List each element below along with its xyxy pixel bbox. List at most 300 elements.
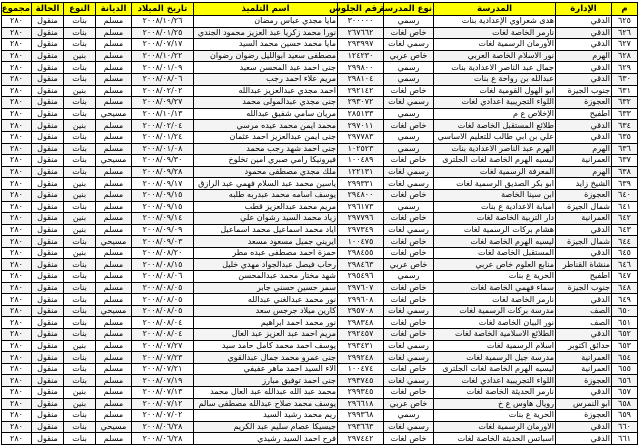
- cell-school: الأورمان الرسمية لغات: [434, 39, 556, 51]
- cell-administration: العجوزة: [556, 97, 612, 109]
- cell-school-type: رسمي: [384, 131, 434, 143]
- cell-school: اسلام الرسمية لغات: [434, 340, 556, 352]
- table-row: [2, 387, 638, 399]
- cell-student-name: مايا محمد حسين محمد السيد: [194, 39, 338, 51]
- cell-status: منقول: [32, 178, 64, 190]
- cell-student-name: فرح احمد السيد رشيدي: [194, 433, 338, 445]
- cell-birth-date: ٢٠٠٨/٠٧/٢١: [132, 363, 194, 375]
- cell-gender: بنات: [64, 73, 96, 85]
- cell-status: منقول: [32, 282, 64, 294]
- cell-administration: الهرم: [556, 166, 612, 178]
- table-row: [2, 73, 638, 85]
- cell-school: منابع العلوم خاص عربي: [434, 259, 556, 271]
- cell-gender: بنين: [64, 120, 96, 132]
- cell-gender: بنين: [64, 247, 96, 259]
- table-row: [2, 363, 638, 375]
- cell-total: ٢٨٠: [2, 97, 32, 109]
- cell-administration: الدقي: [556, 329, 612, 341]
- table-row: [2, 189, 638, 201]
- cell-birth-date: ٢٠٠٨/٠٩/٣٠: [132, 155, 194, 167]
- cell-number: ٦٥٨: [612, 398, 638, 410]
- cell-gender: بنات: [64, 317, 96, 329]
- cell-gender: بنين: [64, 189, 96, 201]
- cell-religion: مسيحي: [96, 108, 132, 120]
- cell-total: ٢٨٠: [2, 27, 32, 39]
- col-header-birth-date: تاريخ الميلاد: [132, 3, 194, 16]
- cell-religion: مسيحي: [96, 421, 132, 433]
- cell-birth-date: ٢٠٠٨/٠٩/٢٨: [132, 166, 194, 178]
- cell-number: ٦٣٥: [612, 131, 638, 143]
- cell-school: نارمر الخاصة لغات: [434, 294, 556, 306]
- cell-seat-number: ٢٩٢١٤٢: [338, 85, 384, 97]
- cell-administration: العمرانية: [556, 363, 612, 375]
- cell-school: مدرسة جيل الرسمية لغات: [434, 352, 556, 364]
- cell-student-name: زياد محمد السيد رشوان علي: [194, 213, 338, 225]
- cell-total: ٢٨٠: [2, 16, 32, 28]
- cell-school-type: خاص عربي: [384, 50, 434, 62]
- table-row: [2, 97, 638, 109]
- cell-number: ٦٥٧: [612, 387, 638, 399]
- cell-school: اسباتس الحديثة الخاصة لغات: [434, 433, 556, 445]
- cell-seat-number: ٢٩٧٤٤٢: [338, 433, 384, 445]
- cell-status: منقول: [32, 305, 64, 317]
- cell-number: ٦٤٣: [612, 224, 638, 236]
- cell-gender: بنات: [64, 363, 96, 375]
- cell-birth-date: ٢٠٠٨/٠١/٠٩: [132, 62, 194, 74]
- cell-school-type: رسمي: [384, 143, 434, 155]
- cell-school-type: رسمي لغات: [384, 224, 434, 236]
- cell-student-name: جنى ايمن عبدالعزيز احمد عثمان: [194, 131, 338, 143]
- cell-school: امبابة الاعدادية ع بنات: [434, 201, 556, 213]
- cell-number: ٦٣٤: [612, 120, 638, 132]
- cell-number: ٦٤٠: [612, 189, 638, 201]
- cell-religion: مسلم: [96, 271, 132, 283]
- cell-school-type: رسمي لغات: [384, 97, 434, 109]
- table-row: [2, 271, 638, 283]
- cell-status: منقول: [32, 27, 64, 39]
- cell-student-name: مريم احمد عبد العزيز عبد العال: [194, 329, 338, 341]
- cell-administration: الدقي: [556, 39, 612, 51]
- cell-administration: الدقي: [556, 131, 612, 143]
- col-header-student-name: اسم التلميذ: [194, 3, 338, 16]
- cell-school: ابن سينا الخاصة: [434, 189, 556, 201]
- cell-total: ٢٨٠: [2, 340, 32, 352]
- cell-administration: الدقي: [556, 294, 612, 306]
- cell-administration: العجوزة: [556, 189, 612, 201]
- cell-gender: بنات: [64, 16, 96, 28]
- cell-number: ٦٤٨: [612, 282, 638, 294]
- cell-birth-date: ٢٠٠٨/٠٨/٠٦: [132, 73, 194, 85]
- table-row: [2, 131, 638, 143]
- results-sheet: [2, 2, 638, 445]
- cell-administration: شمال الجيزة: [556, 201, 612, 213]
- cell-status: منقول: [32, 340, 64, 352]
- cell-seat-number: ١٠٠٤٧٥: [338, 236, 384, 248]
- cell-religion: مسلم: [96, 178, 132, 190]
- cell-number: ٦٤٩: [612, 294, 638, 306]
- cell-school-type: رسمي لغات: [384, 375, 434, 387]
- table-body: [2, 16, 638, 445]
- cell-seat-number: ٢٩٨٣٤٨: [338, 317, 384, 329]
- cell-administration: اطفيح: [556, 108, 612, 120]
- cell-status: منقول: [32, 329, 64, 341]
- cell-administration: العمرانية: [556, 213, 612, 225]
- cell-birth-date: ٢٠٠٨/٠٨/٠٤: [132, 329, 194, 341]
- cell-seat-number: ٢٩٣٧٤٥: [338, 375, 384, 387]
- cell-student-name: ياسين محمد عبد السلام فهمي عبد الرازق: [194, 178, 338, 190]
- cell-administration: العجوزة: [556, 375, 612, 387]
- cell-number: ٦٥٦: [612, 375, 638, 387]
- cell-school: نارمر الحديثة الخاصة لغات: [434, 387, 556, 399]
- cell-gender: بنات: [64, 305, 96, 317]
- cell-school-type: خاص لغات: [384, 294, 434, 306]
- table-row: [2, 39, 638, 51]
- cell-seat-number: ١٠٠٤٨٩: [338, 155, 384, 167]
- cell-status: منقول: [32, 189, 64, 201]
- cell-school-type: رسمي: [384, 62, 434, 74]
- cell-seat-number: ٣٠٠٠٠٠: [338, 16, 384, 28]
- cell-school: سماء فهمي الخاصة لغات: [434, 282, 556, 294]
- cell-total: ٢٨٠: [2, 294, 32, 306]
- cell-school: الحرية ع بنات: [434, 410, 556, 422]
- cell-birth-date: ٢٠٠٨/١٠/٢٦: [132, 16, 194, 28]
- cell-school: نور البيان الخاصة لغات: [434, 317, 556, 329]
- cell-school-type: خاص لغات: [384, 236, 434, 248]
- cell-status: منقول: [32, 166, 64, 178]
- cell-seat-number: ١٢٤٢٣٠: [338, 50, 384, 62]
- cell-number: ٦٣٩: [612, 178, 638, 190]
- cell-total: ٢٨٠: [2, 189, 32, 201]
- cell-status: منقول: [32, 16, 64, 28]
- cell-birth-date: ٢٠٠٨/٠٩/١٥: [132, 201, 194, 213]
- table-row: [2, 120, 638, 132]
- cell-student-name: نور محمد عبدالغني عبدالله: [194, 294, 338, 306]
- cell-administration: العمرانية: [556, 155, 612, 167]
- cell-seat-number: ٢٩٨٤٦٣: [338, 259, 384, 271]
- cell-school-type: رسمي: [384, 73, 434, 85]
- col-header-school-type: نوع المدرسة: [379, 4, 432, 14]
- cell-total: ٢٨٠: [2, 73, 32, 85]
- cell-total: ٢٨٠: [2, 85, 32, 97]
- cell-gender: بنين: [64, 50, 96, 62]
- cell-school-type: خاص لغات: [384, 213, 434, 225]
- cell-religion: مسلم: [96, 16, 132, 28]
- cell-birth-date: ٢٠٠٨/٠٩/٠٣: [132, 236, 194, 248]
- cell-student-name: مصطفى سعيد ابوالليل رضوان رضوان: [194, 50, 338, 62]
- cell-gender: بنات: [64, 166, 96, 178]
- cell-number: ٦٤٤: [612, 236, 638, 248]
- cell-number: ٦٣٢: [612, 97, 638, 109]
- cell-school-type: رسمي لغات: [384, 166, 434, 178]
- table-row: [2, 236, 638, 248]
- cell-total: ٢٨٠: [2, 213, 32, 225]
- table-row: [2, 143, 638, 155]
- cell-school-type: خاص لغات: [384, 282, 434, 294]
- cell-birth-date: ٢٠٠٨/٠٧/٠٢: [132, 410, 194, 422]
- cell-birth-date: ٢٠٠٨/٠٧/٢٧: [132, 340, 194, 352]
- cell-number: ٦٣٧: [612, 155, 638, 167]
- cell-number: ٦٣٦: [612, 143, 638, 155]
- cell-number: ٦٢٧: [612, 39, 638, 51]
- cell-birth-date: ٢٠٠٨/٠١/٠٨: [132, 143, 194, 155]
- col-header-school: المدرسة: [434, 3, 556, 16]
- cell-religion: مسلم: [96, 398, 132, 410]
- cell-school-type: خاص لغات: [384, 247, 434, 259]
- cell-gender: بنات: [64, 294, 96, 306]
- cell-administration: العمرانية: [556, 352, 612, 364]
- cell-administration: الدقي: [556, 16, 612, 28]
- cell-gender: بنين: [64, 398, 96, 410]
- cell-school-type: رسمي لغات: [384, 305, 434, 317]
- cell-school: هدى شعراوي الإعدادية بنات: [434, 16, 556, 28]
- cell-religion: مسلم: [96, 97, 132, 109]
- cell-school: ليسيه الهرم الخاصة لغات: [434, 236, 556, 248]
- cell-status: منقول: [32, 39, 64, 51]
- cell-religion: مسيحي: [96, 305, 132, 317]
- cell-seat-number: ١٠٢٥٢٣: [338, 143, 384, 155]
- cell-student-name: رحاب فيصل عبدالجواد مهدي خليل: [194, 259, 338, 271]
- cell-school-type: رسمي: [384, 201, 434, 213]
- cell-seat-number: ٢٩٧٧٨٣: [338, 131, 384, 143]
- cell-total: ٢٨٠: [2, 410, 32, 422]
- cell-administration: العجوزة: [556, 410, 612, 422]
- cell-birth-date: ٢٠٠٨/١٠/١٣: [132, 108, 194, 120]
- cell-school: ليسيه الهرم الخاصة لغات الجلترى: [434, 363, 556, 375]
- cell-number: ٦٤٥: [612, 247, 638, 259]
- table-row: [2, 410, 638, 422]
- cell-birth-date: ٢٠٠٨/٠٩/١٤: [132, 213, 194, 225]
- cell-administration: الدقي: [556, 224, 612, 236]
- cell-gender: بنات: [64, 108, 96, 120]
- cell-student-name: يوسف محمد صلاح عبدالله مصطفى سالم: [194, 398, 338, 410]
- cell-school-type: خاص لغات: [384, 317, 434, 329]
- cell-number: ٦٣٣: [612, 108, 638, 120]
- cell-administration: الدقي: [556, 73, 612, 85]
- cell-status: منقول: [32, 410, 64, 422]
- cell-religion: مسلم: [96, 259, 132, 271]
- cell-student-name: جنى مجدي عبدالمولى محمد: [194, 97, 338, 109]
- cell-seat-number: ٢٩٥٤٩٦: [338, 271, 384, 283]
- cell-number: ٦٥١: [612, 317, 638, 329]
- cell-status: منقول: [32, 387, 64, 399]
- cell-administration: الصف: [556, 305, 612, 317]
- cell-gender: بنات: [64, 421, 96, 433]
- cell-school: رويال هاوس ع خ: [434, 398, 556, 410]
- cell-number: ٦٥٩: [612, 410, 638, 422]
- cell-student-name: كارين ميلاد جرجس سعد: [194, 305, 338, 317]
- cell-total: ٢٨٠: [2, 50, 32, 62]
- cell-administration: الهرم: [556, 143, 612, 155]
- cell-total: ٢٨٠: [2, 271, 32, 283]
- cell-religion: مسلم: [96, 433, 132, 445]
- cell-student-name: سمر حسين حسني جابر: [194, 282, 338, 294]
- cell-gender: بنات: [64, 131, 96, 143]
- table-row: [2, 50, 638, 62]
- cell-administration: الدقي: [556, 247, 612, 259]
- cell-seat-number: ٢٩٧٧٩٦: [338, 213, 384, 225]
- col-header-administration: الإدارة: [556, 3, 612, 16]
- cell-religion: مسلم: [96, 189, 132, 201]
- cell-administration: منشاة القناطر: [556, 259, 612, 271]
- cell-gender: بنين: [64, 387, 96, 399]
- cell-administration: شمال الجيزة: [556, 236, 612, 248]
- cell-status: منقول: [32, 201, 64, 213]
- cell-gender: بنات: [64, 282, 96, 294]
- cell-gender: بنات: [64, 329, 96, 341]
- cell-administration: اطفيح: [556, 271, 612, 283]
- cell-total: ٢٨٠: [2, 363, 32, 375]
- cell-birth-date: ٢٠٠٨/٠٩/١٧: [132, 178, 194, 190]
- cell-religion: مسلم: [96, 317, 132, 329]
- cell-seat-number: ٢٩٩٦٠٨: [338, 294, 384, 306]
- cell-total: ٢٨٠: [2, 224, 32, 236]
- cell-administration: الدقي: [556, 421, 612, 433]
- table-row: [2, 375, 638, 387]
- table-row: [2, 155, 638, 167]
- cell-school: الهرم عبد الناصر الاعدادية بنات: [434, 143, 556, 155]
- cell-gender: بنات: [64, 143, 96, 155]
- cell-total: ٢٨٠: [2, 236, 32, 248]
- table-row: [2, 317, 638, 329]
- table-row: [2, 201, 638, 213]
- cell-gender: بنات: [64, 201, 96, 213]
- cell-number: ٦٢٩: [612, 62, 638, 74]
- table-row: [2, 433, 638, 445]
- cell-student-name: جيسيكا عصام سليم عبد الكريم: [194, 421, 338, 433]
- cell-administration: الهرم: [556, 50, 612, 62]
- table-row: [2, 421, 638, 433]
- cell-number: ٦٣٨: [612, 166, 638, 178]
- cell-administration: ابو النمرس: [556, 398, 612, 410]
- cell-school-type: خاص لغات: [384, 27, 434, 39]
- cell-school: الاورمان الرسمية لغات: [434, 421, 556, 433]
- cell-student-name: جنى احمد توفيق مبارز: [194, 375, 338, 387]
- table-row: [2, 398, 638, 410]
- cell-school-type: رسمي: [384, 410, 434, 422]
- cell-number: ٦٥٠: [612, 305, 638, 317]
- cell-gender: بنات: [64, 433, 96, 445]
- cell-religion: مسلم: [96, 27, 132, 39]
- cell-gender: بنات: [64, 259, 96, 271]
- cell-gender: بنين: [64, 85, 96, 97]
- cell-administration: الصف: [556, 317, 612, 329]
- table-row: [2, 85, 638, 97]
- cell-status: منقول: [32, 433, 64, 445]
- cell-number: ٦٥٤: [612, 352, 638, 364]
- cell-gender: بنات: [64, 410, 96, 422]
- cell-religion: مسلم: [96, 143, 132, 155]
- cell-gender: بنين: [64, 213, 96, 225]
- cell-birth-date: ٢٠٠٨/٠٦/٢٨: [132, 421, 194, 433]
- cell-student-name: الاء السيد احمد ماهر عفيفي: [194, 363, 338, 375]
- cell-school-type: رسمي لغات: [384, 39, 434, 51]
- cell-birth-date: ٢٠٠٨/٠٨/٠٦: [132, 271, 194, 283]
- cell-student-name: جنى احمد شهد رجب محمد: [194, 143, 338, 155]
- cell-total: ٢٨٠: [2, 387, 32, 399]
- cell-school-type: خاص لغات: [384, 387, 434, 399]
- cell-status: منقول: [32, 271, 64, 283]
- cell-student-name: يوسف احمد محمد كامل حامد سيد: [194, 340, 338, 352]
- cell-seat-number: ٢٩٧٦٠٧: [338, 282, 384, 294]
- cell-school: نارمر الخاصة لغات: [434, 27, 556, 39]
- cell-total: ٢٨٠: [2, 120, 32, 132]
- cell-seat-number: ٢٩٨١٠٤: [338, 73, 384, 85]
- cell-school-type: رسمي: [384, 271, 434, 283]
- table-row: [2, 178, 638, 190]
- cell-school: مدرسة بركات الرسمية لغات: [434, 305, 556, 317]
- cell-total: ٢٨٠: [2, 108, 32, 120]
- table-row: [2, 213, 638, 225]
- cell-number: ٦٤٧: [612, 271, 638, 283]
- cell-religion: مسلم: [96, 85, 132, 97]
- cell-status: منقول: [32, 224, 64, 236]
- cell-number: ٦٥٢: [612, 329, 638, 341]
- cell-school-type: خاص لغات: [384, 155, 434, 167]
- cell-religion: مسلم: [96, 50, 132, 62]
- cell-birth-date: ٢٠٠٨/١٠/٢٢: [132, 50, 194, 62]
- cell-school: هشام بركات الرسمية لغات: [434, 224, 556, 236]
- cell-seat-number: ٢٩٨٤٥٥: [338, 247, 384, 259]
- cell-student-name: يوسف اسامه محمد عبدربه طلبه: [194, 189, 338, 201]
- cell-birth-date: ٢٠٠٨/٠٨/٢٠: [132, 247, 194, 259]
- cell-seat-number: ٢٩٣٦٦٣: [338, 421, 384, 433]
- cell-religion: مسلم: [96, 131, 132, 143]
- cell-student-name: مريم محمد عبدالعزيز قطب: [194, 201, 338, 213]
- cell-religion: مسلم: [96, 410, 132, 422]
- table-row: [2, 352, 638, 364]
- cell-birth-date: ٢٠٠٨/٠٧/١٩: [132, 375, 194, 387]
- cell-total: ٢٨٠: [2, 398, 32, 410]
- cell-number: ٦٢٦: [612, 27, 638, 39]
- cell-student-name: مايا مجدي عباس رمضان: [194, 16, 338, 28]
- cell-school: جمال عبد الناصر الاعدادية بنات: [434, 62, 556, 74]
- cell-gender: بنات: [64, 352, 96, 364]
- cell-school-type: رسمي لغات: [384, 421, 434, 433]
- cell-status: منقول: [32, 352, 64, 364]
- cell-gender: بنات: [64, 271, 96, 283]
- cell-birth-date: ٢٠٠٨/٠٨/٠٥: [132, 305, 194, 317]
- cell-religion: مسلم: [96, 224, 132, 236]
- cell-gender: بنين: [64, 178, 96, 190]
- cell-total: ٢٨٠: [2, 178, 32, 190]
- cell-birth-date: ٢٠٠٨/٠٧/١٧: [132, 39, 194, 51]
- cell-birth-date: ٢٠٠٨/٠٩/١٥: [132, 189, 194, 201]
- cell-religion: مسلم: [96, 120, 132, 132]
- cell-student-name: شهد مختار محمد عبدالمحسن: [194, 271, 338, 283]
- cell-gender: بنات: [64, 155, 96, 167]
- cell-number: ٦٤٢: [612, 213, 638, 225]
- cell-total: ٢٨٠: [2, 247, 32, 259]
- cell-number: ٦٥٣: [612, 340, 638, 352]
- cell-total: ٢٨٠: [2, 155, 32, 167]
- cell-gender: بنات: [64, 62, 96, 74]
- cell-status: منقول: [32, 259, 64, 271]
- cell-administration: الدقي: [556, 62, 612, 74]
- cell-status: منقول: [32, 236, 64, 248]
- cell-student-name: ريم محمد رشيد السيد: [194, 410, 338, 422]
- cell-birth-date: ٢٠٠٨/٠٢/٠٢: [132, 85, 194, 97]
- cell-student-name: نورا محمد زكريا عبد العزيز محمود الجندي: [194, 27, 338, 39]
- cell-status: منقول: [32, 62, 64, 74]
- cell-student-name: مريم علاء احمد رجب: [194, 73, 338, 85]
- cell-number: ٦٤٦: [612, 259, 638, 271]
- cell-school: طلائع المستقبل الخاصة لغات: [434, 120, 556, 132]
- cell-school-type: خاص لغات: [384, 329, 434, 341]
- table-row: [2, 166, 638, 178]
- cell-religion: مسلم: [96, 387, 132, 399]
- cell-religion: مسلم: [96, 352, 132, 364]
- cell-status: منقول: [32, 155, 64, 167]
